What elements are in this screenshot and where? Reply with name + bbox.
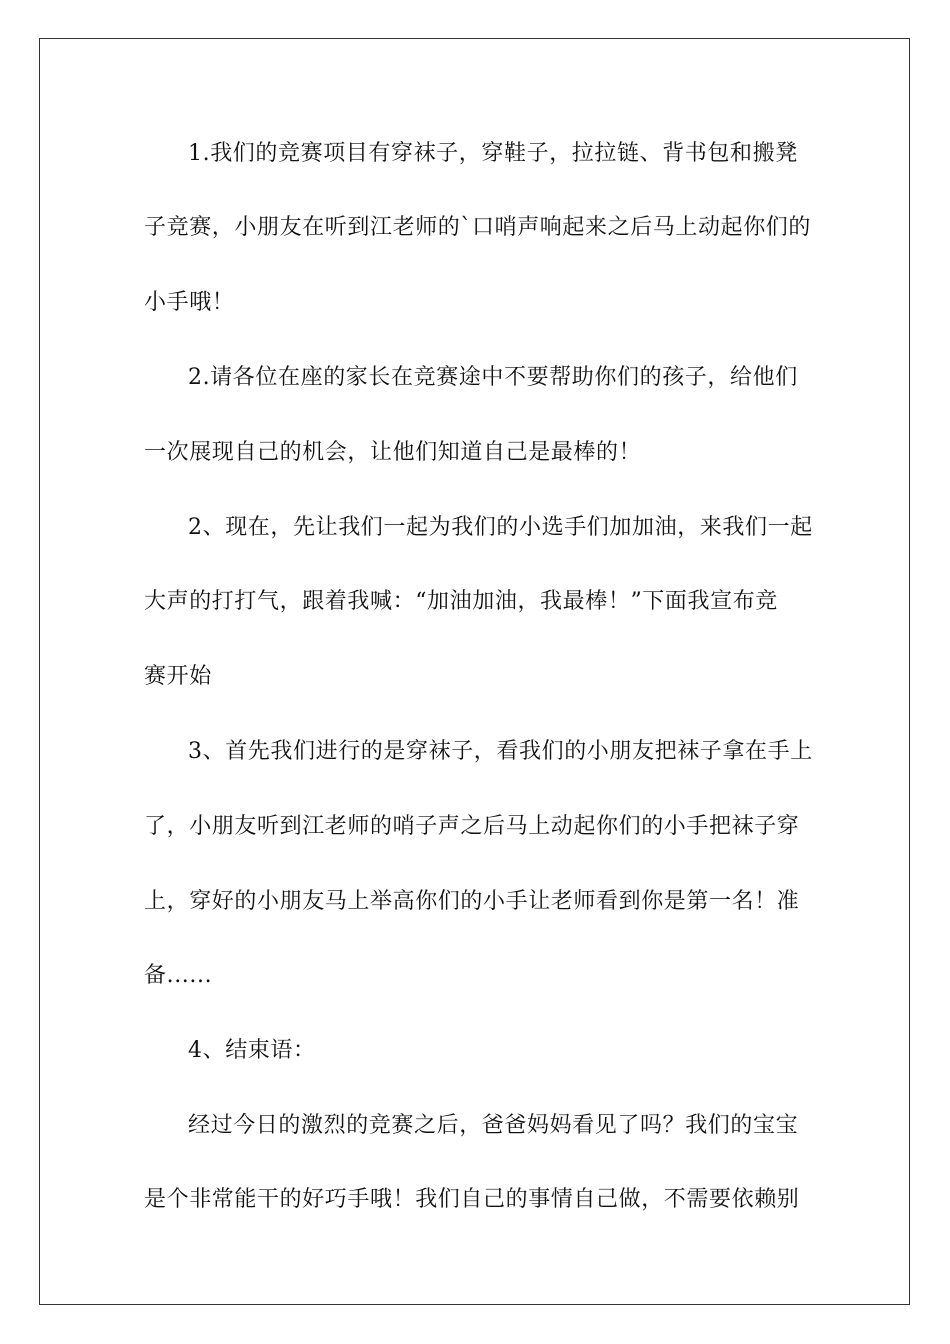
paragraph-2-line-2: 一次展现自己的机会，让他们知道自己是最棒的！ — [144, 440, 642, 465]
paragraph-3-line-3: 赛开始 — [144, 664, 212, 689]
paragraph-4-line-3: 上，穿好的小朋友马上举高你们的小手让老师看到你是第一名！准 — [144, 889, 800, 914]
paragraph-1-line-1: 1.我们的竞赛项目有穿袜子，穿鞋子，拉拉链、背书包和搬凳 — [188, 141, 798, 166]
paragraph-4-line-1: 3、首先我们进行的是穿袜子，看我们的小朋友把袜子拿在手上 — [188, 739, 813, 764]
paragraph-6-line-2: 是个非常能干的好巧手哦！我们自己的事情自己做，不需要依赖别 — [144, 1187, 800, 1212]
paragraph-4-line-4: 备...... — [144, 963, 213, 988]
paragraph-1-line-3: 小手哦！ — [144, 290, 235, 315]
paragraph-6-line-1: 经过今日的激烈的竞赛之后，爸爸妈妈看见了吗？我们的宝宝 — [188, 1113, 799, 1138]
paragraph-2-line-1: 2.请各位在座的家长在竞赛途中不要帮助你们的孩子，给他们 — [188, 365, 798, 390]
paragraph-1-line-2: 子竞赛，小朋友在听到江老师的`口哨声响起来之后马上动起你们的 — [144, 215, 812, 240]
paragraph-3-line-2: 大声的打打气，跟着我喊：“加油加油，我最棒！”下面我宣布竞 — [144, 589, 778, 614]
paragraph-4-line-2: 了，小朋友听到江老师的哨子声之后马上动起你们的小手把袜子穿 — [144, 814, 800, 839]
paragraph-3-line-1: 2、现在，先让我们一起为我们的小选手们加加油，来我们一起 — [188, 515, 813, 540]
paragraph-5-heading: 4、结束语： — [188, 1038, 316, 1063]
